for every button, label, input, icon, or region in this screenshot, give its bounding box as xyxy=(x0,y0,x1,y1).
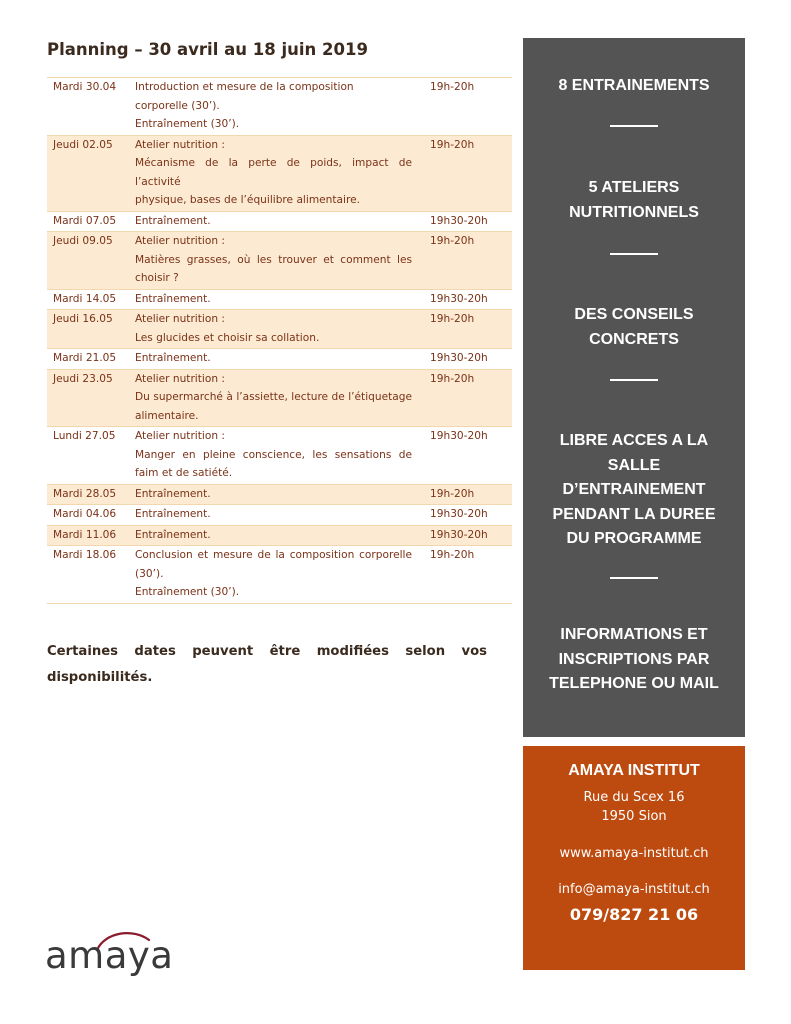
schedule-row xyxy=(47,526,512,547)
schedule-time: 19h-20h xyxy=(430,372,475,385)
description-line: Atelier nutrition : xyxy=(135,372,225,385)
schedule-date: Mardi 07.05 xyxy=(53,214,117,227)
feature-line: SALLE xyxy=(607,456,661,474)
schedule-time: 19h-20h xyxy=(430,549,475,561)
description-line: physique, bases de l’équilibre alimentaire. xyxy=(135,194,360,206)
phone-number[interactable]: 079/827 21 06 xyxy=(569,905,699,924)
schedule-row xyxy=(47,290,512,311)
schedule-date: Mardi 18.06 xyxy=(53,549,117,561)
schedule-time: 19h30-20h xyxy=(430,508,488,520)
schedule-row xyxy=(47,427,512,485)
schedule-description xyxy=(135,505,418,524)
schedule-row xyxy=(47,232,512,290)
description-line: Entraînement. xyxy=(135,508,211,520)
feature-divider xyxy=(610,577,658,579)
feature-item xyxy=(523,176,745,225)
feature-line: INSCRIPTIONS PAR xyxy=(558,650,710,668)
schedule-row xyxy=(47,485,512,506)
institute-name: AMAYA INSTITUT xyxy=(568,762,700,779)
description-line: Entraînement (30’). xyxy=(135,586,240,598)
schedule-table xyxy=(47,77,512,604)
description-line: Les glucides et choisir sa collation. xyxy=(135,331,320,344)
description-line: Introduction et mesure de la composition xyxy=(135,81,354,93)
schedule-description xyxy=(135,546,418,602)
schedule-description xyxy=(135,427,418,483)
schedule-date: Mardi 28.05 xyxy=(53,487,117,500)
schedule-row xyxy=(47,370,512,428)
schedule-time: 19h30-20h xyxy=(430,214,488,227)
description-line: Atelier nutrition : xyxy=(135,430,225,442)
feature-divider xyxy=(610,379,658,381)
description-line: (30’). xyxy=(135,567,164,580)
description-line: Mécanisme de la perte de poids, impact de l’activité xyxy=(135,157,412,188)
description-line: Matières grasses, où les trouver et comment les xyxy=(135,253,412,266)
description-line: Entraînement. xyxy=(135,528,211,541)
description-line: Atelier nutrition : xyxy=(135,138,225,151)
schedule-time: 19h-20h xyxy=(430,138,475,151)
schedule-date: Lundi 27.05 xyxy=(53,430,116,442)
schedule-time: 19h30-20h xyxy=(430,352,488,364)
schedule-row xyxy=(47,310,512,349)
schedule-row xyxy=(47,505,512,526)
schedule-time: 19h-20h xyxy=(430,81,475,93)
schedule-row xyxy=(47,349,512,370)
description-line: faim et de satiété. xyxy=(135,467,233,479)
schedule-time: 19h30-20h xyxy=(430,292,488,305)
schedule-row xyxy=(47,78,512,136)
feature-line: NUTRITIONNELS xyxy=(569,203,699,221)
description-line: Du supermarché à l’assiette, lecture de l’étiquetage xyxy=(135,391,412,403)
feature-line: D’ENTRAINEMENT xyxy=(562,481,706,498)
schedule-time: 19h-20h xyxy=(430,487,475,500)
note-line-1: Certaines dates peuvent être modifiées selon vos xyxy=(47,644,487,659)
schedule-description xyxy=(135,212,418,231)
schedule-note xyxy=(47,639,487,691)
page-title: Planning – 30 avril au 18 juin 2019 xyxy=(47,40,368,59)
schedule-description xyxy=(135,310,418,347)
schedule-date: Jeudi 09.05 xyxy=(53,235,113,247)
schedule-description xyxy=(135,78,418,134)
schedule-date: Mardi 11.06 xyxy=(53,528,117,541)
address-city: 1950 Sion xyxy=(601,809,667,824)
website-link[interactable]: www.amaya-institut.ch xyxy=(559,846,709,861)
schedule-date: Jeudi 16.05 xyxy=(53,313,113,325)
feature-line: INFORMATIONS ET xyxy=(560,626,708,643)
description-line: Atelier nutrition : xyxy=(135,235,225,247)
schedule-row xyxy=(47,136,512,212)
schedule-description xyxy=(135,232,418,288)
feature-item xyxy=(523,623,745,697)
logo-wordmark: amaya xyxy=(45,934,174,977)
schedule-time: 19h30-20h xyxy=(430,430,488,442)
feature-item xyxy=(523,303,745,352)
schedule-row xyxy=(47,212,512,233)
description-line: corporelle (30’). xyxy=(135,99,220,112)
description-line: Conclusion et mesure de la composition corporelle xyxy=(135,549,412,561)
schedule-description xyxy=(135,349,418,368)
features-panel xyxy=(523,38,745,737)
schedule-row xyxy=(47,546,512,604)
description-line: alimentaire. xyxy=(135,409,199,422)
feature-item xyxy=(523,429,745,552)
schedule-date: Mardi 04.06 xyxy=(53,508,117,520)
description-line: Entraînement. xyxy=(135,352,211,364)
schedule-date: Mardi 14.05 xyxy=(53,292,117,305)
schedule-date: Mardi 21.05 xyxy=(53,352,117,364)
feature-line: PENDANT LA DUREE xyxy=(552,505,716,523)
note-line-2: disponibilités. xyxy=(47,670,153,685)
feature-divider xyxy=(610,253,658,255)
description-line: Entraînement. xyxy=(135,292,211,305)
schedule-description xyxy=(135,526,418,545)
schedule-description xyxy=(135,370,418,426)
feature-line: TELEPHONE OU MAIL xyxy=(549,675,719,692)
description-line: Manger en pleine conscience, les sensations de xyxy=(135,448,412,461)
schedule-date: Jeudi 23.05 xyxy=(53,372,113,385)
schedule-time: 19h-20h xyxy=(430,313,475,325)
feature-item xyxy=(523,74,745,99)
amaya-logo xyxy=(45,920,190,980)
feature-line: 5 ATELIERS xyxy=(588,179,680,196)
schedule-description xyxy=(135,136,418,210)
address-street: Rue du Scex 16 xyxy=(583,790,685,805)
schedule-description xyxy=(135,290,418,309)
description-line: Atelier nutrition : xyxy=(135,313,225,325)
feature-divider xyxy=(610,125,658,127)
schedule-description xyxy=(135,485,418,504)
feature-line: CONCRETS xyxy=(589,330,679,348)
schedule-date: Mardi 30.04 xyxy=(53,81,117,93)
feature-line: DU PROGRAMME xyxy=(566,530,702,547)
description-line: Entraînement (30’). xyxy=(135,118,240,130)
description-line: Entraînement. xyxy=(135,487,211,500)
feature-line: LIBRE ACCES A LA xyxy=(559,432,709,449)
feature-line: DES CONSEILS xyxy=(574,306,694,323)
description-line: choisir ? xyxy=(135,272,179,284)
email-link[interactable]: info@amaya-institut.ch xyxy=(558,882,710,897)
description-line: Entraînement. xyxy=(135,214,211,227)
contact-panel xyxy=(523,746,745,970)
schedule-time: 19h-20h xyxy=(430,235,475,247)
schedule-date: Jeudi 02.05 xyxy=(53,138,113,151)
schedule-time: 19h30-20h xyxy=(430,528,488,541)
feature-line: 8 ENTRAINEMENTS xyxy=(558,77,710,94)
